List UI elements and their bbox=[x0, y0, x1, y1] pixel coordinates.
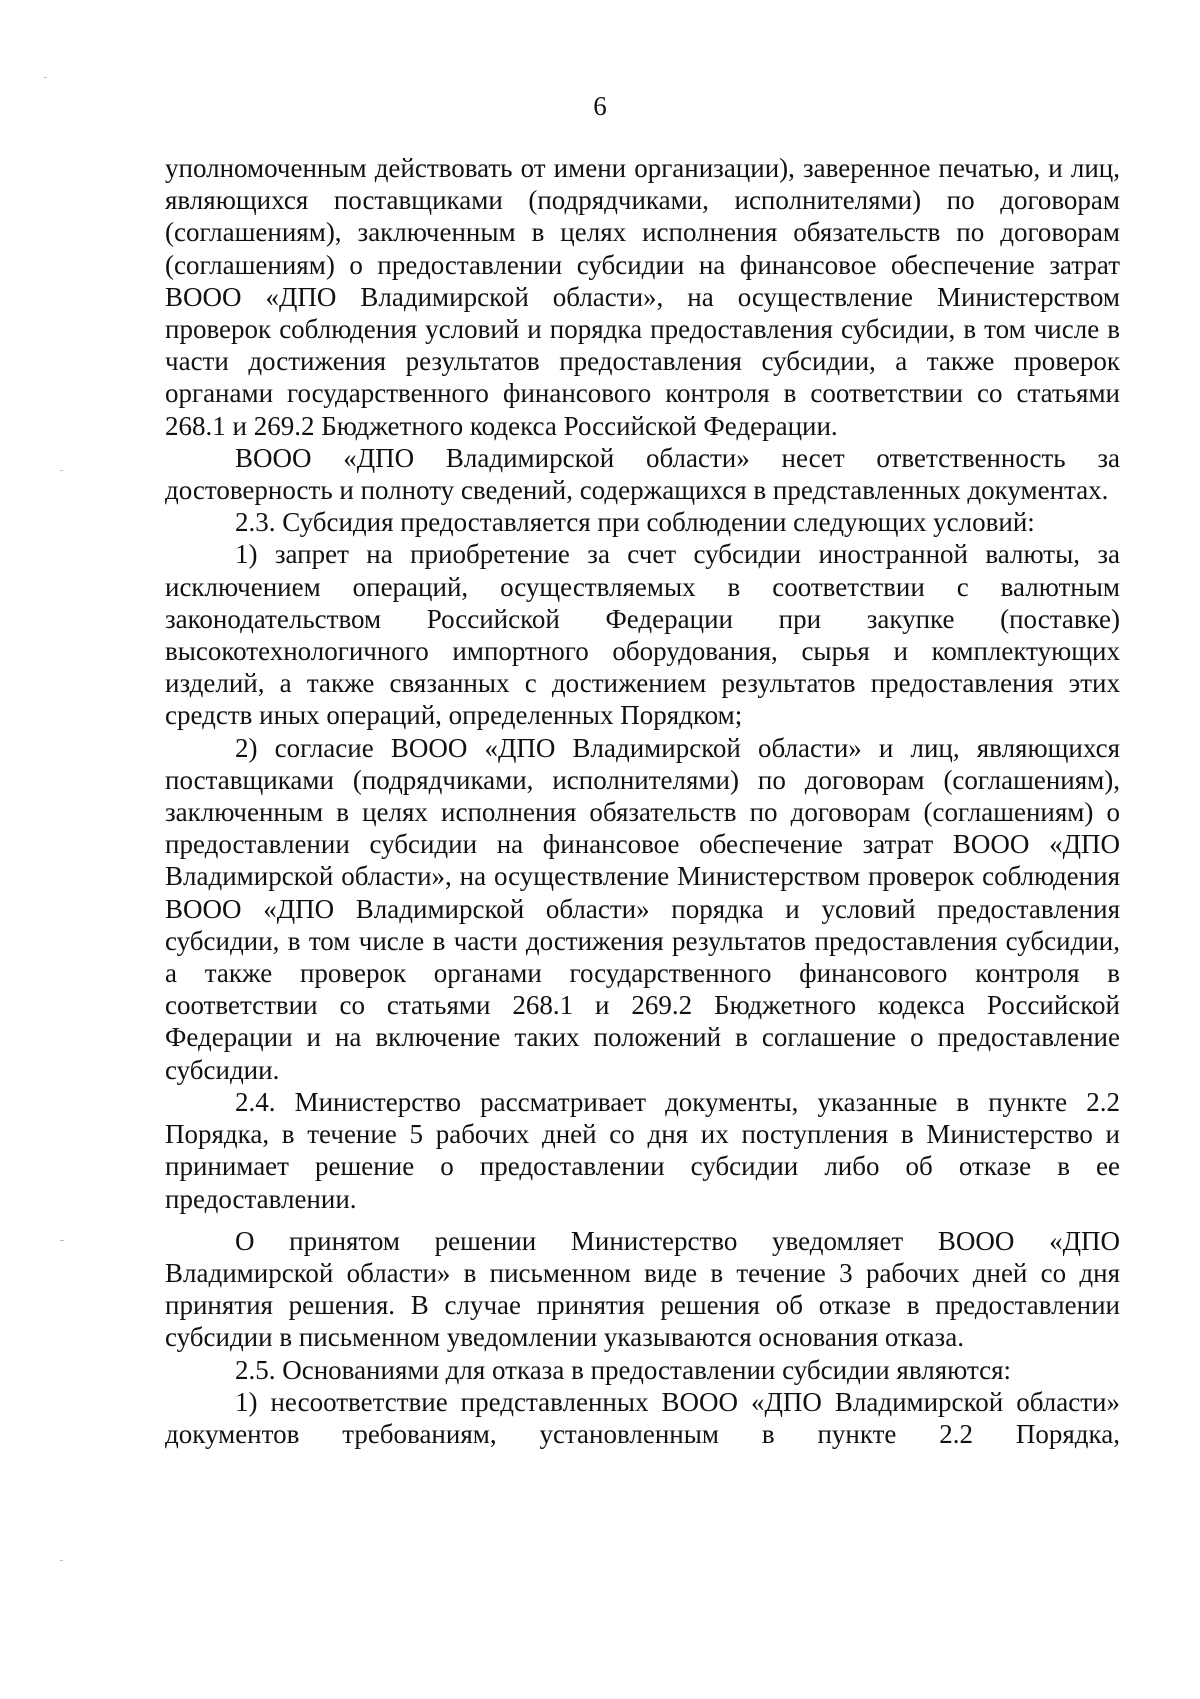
scan-speck bbox=[60, 1240, 64, 1241]
scan-speck bbox=[44, 77, 47, 78]
scan-speck bbox=[60, 470, 63, 471]
paragraph-decision-notice: О принятом решении Министерство уведомляет ВООО «ДПО Владимирской области» в письменном виде в течение 3 рабочих дней со дня принятия решения. В случае принятия решения об отказе в предоставлении субсидии в письменном уведомлении указываются основания отказа. bbox=[165, 1225, 1120, 1353]
paragraph-2-4: 2.4. Министерство рассматривает документы, указанные в пункте 2.2 Порядка, в течение 5 рабочих дней со дня их поступления в Министерство и принимает решение о предоставлении субсидии либо об отказе в ее предоставлении. bbox=[165, 1086, 1120, 1214]
paragraph-responsibility: ВООО «ДПО Владимирской области» несет ответственность за достоверность и полноту сведений, содержащихся в представленных документах. bbox=[165, 442, 1120, 506]
paragraph-2-3-heading: 2.3. Субсидия предоставляется при соблюдении следующих условий: bbox=[235, 507, 1035, 538]
paragraph-2-5-heading: 2.5. Основаниями для отказа в предоставлении субсидии являются: bbox=[235, 1354, 1011, 1385]
scan-speck bbox=[60, 1560, 63, 1561]
document-body bbox=[165, 152, 1120, 1450]
paragraph-2-5-item-1: 1) несоответствие представленных ВООО «ДПО Владимирской области» документов требованиям, установленным в пункте 2.2 Порядка, bbox=[165, 1386, 1120, 1449]
page-number: 6 bbox=[593, 91, 607, 121]
paragraph-2-3-item-2: 2) согласие ВООО «ДПО Владимирской области» и лиц, являющихся поставщиками (подрядчиками, исполнителями) по договорам (соглашениям), заключенным в целях исполнения обязательств по договорам (соглашениям) о предоставлении субсидии на финансовое обеспечение затрат ВООО «ДПО Владимирской области», на осуществление Министерством проверок соблюдения ВООО «ДПО Владимирской области» порядка и условий предоставления субсидии, в том числе в части достижения результатов предоставления субсидии, а также проверок органами государственного финансового контроля в соответствии со статьями 268.1 и 269.2 Бюджетного кодекса Российской Федерации и на включение таких положений в соглашение о предоставление субсидии. bbox=[165, 732, 1120, 1085]
paragraph-2-3-item-1: 1) запрет на приобретение за счет субсидии иностранной валюты, за исключением операций, осуществляемых в соответствии с валютным законодательством Российской Федерации при закупке (поставке) высокотехнологичного импортного оборудования, сырья и комплектующих изделий, а также связанных с достижением результатов предоставления этих средств иных операций, определенных Порядком; bbox=[165, 539, 1120, 731]
paragraph-consent-continuation: уполномоченным действовать от имени организации), заверенное печатью, и лиц, являющихся поставщиками (подрядчиками, исполнителями) по договорам (соглашениям), заключенным в целях исполнения обязательств по договорам (соглашениям) о предоставлении субсидии на финансовое обеспечение затрат ВООО «ДПО Владимирской области», на осуществление Министерством проверок соблюдения условий и порядка предоставления субсидии, в том числе в части достижения результатов предоставления субсидии, а также проверок органами государственного финансового контроля в соответствии со статьями 268.1 и 269.2 Бюджетного кодекса Российской Федерации. bbox=[165, 153, 1120, 441]
